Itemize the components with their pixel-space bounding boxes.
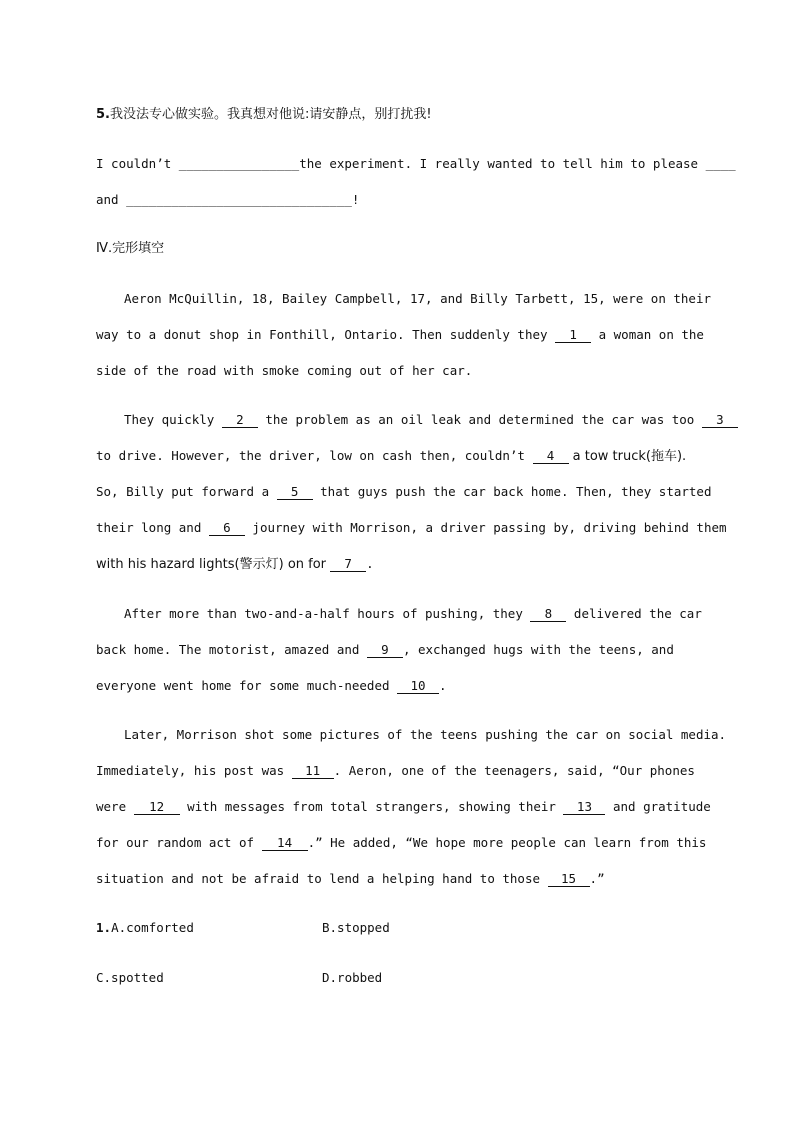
q5-english-line-1	[96, 155, 736, 173]
passage-text: were	[96, 799, 134, 814]
option-a[interactable]	[96, 919, 194, 937]
cloze-blank-11[interactable]: 11	[292, 764, 334, 779]
option-b[interactable]: B.stopped	[322, 920, 390, 935]
passage-text: a tow truck(拖车).	[568, 449, 687, 464]
passage-text: way to a donut shop in Fonthill, Ontario. Then suddenly they	[96, 327, 556, 342]
passage-text: Immediately, his post was	[96, 763, 292, 778]
q5-answer-blank-1[interactable]: ________________	[178, 156, 300, 171]
passage-text: and gratitude	[605, 799, 711, 814]
passage-line: Later, Morrison shot some pictures of the teens pushing the car on social media.	[124, 727, 727, 742]
passage-text: a woman on the	[591, 327, 704, 342]
passage-text: They quickly	[124, 412, 222, 427]
option-c[interactable]: C.spotted	[96, 970, 164, 985]
option-d[interactable]: D.robbed	[322, 970, 383, 985]
cloze-blank-8[interactable]: 8	[530, 607, 566, 622]
cloze-blank-4[interactable]: 4	[533, 449, 569, 464]
passage-text: So, Billy put forward a	[96, 484, 277, 499]
passage-line	[124, 605, 702, 623]
passage-text: their long and	[96, 520, 209, 535]
q5-chinese-line	[96, 106, 432, 124]
q5-answer-blank-2[interactable]: ____	[705, 156, 736, 171]
passage-line	[96, 483, 711, 501]
passage-text: situation and not be afraid to lend a helping hand to those	[96, 871, 548, 886]
q5-number: 5.	[96, 107, 110, 122]
cloze-blank-5[interactable]: 5	[277, 485, 313, 500]
q5-answer-blank-3[interactable]: ______________________________	[126, 192, 352, 207]
passage-text: with messages from total strangers, showing their	[179, 799, 564, 814]
passage-line	[96, 870, 605, 888]
cloze-blank-13[interactable]: 13	[563, 800, 605, 815]
passage-line	[96, 447, 686, 466]
q5-text: and	[96, 192, 127, 207]
passage-line	[96, 677, 447, 695]
passage-text: .” He added, “We hope more people can learn from this	[307, 835, 707, 850]
passage-text: After more than two-and-a-half hours of pushing, they	[124, 606, 531, 621]
cloze-blank-10[interactable]: 10	[397, 679, 439, 694]
passage-text: .	[366, 556, 374, 571]
option-a-label: A.comforted	[111, 920, 194, 935]
passage-line	[96, 798, 711, 816]
passage-text: to drive. However, the driver, low on cash then, couldn’t	[96, 448, 533, 463]
q5-text: the experiment. I really wanted to tell him to please	[299, 156, 706, 171]
q5-text: !	[351, 192, 360, 207]
question-number: 1.	[96, 920, 112, 935]
passage-line	[96, 555, 374, 574]
cloze-blank-12[interactable]: 12	[134, 800, 180, 815]
passage-text: back home. The motorist, amazed and	[96, 642, 367, 657]
passage-line: side of the road with smoke coming out of her car.	[96, 363, 473, 378]
cloze-blank-2[interactable]: 2	[222, 413, 258, 428]
q5-text: I couldn’t	[96, 156, 179, 171]
passage-line: Aeron McQuillin, 18, Bailey Campbell, 17, and Billy Tarbett, 15, were on their	[124, 291, 711, 306]
cloze-blank-9[interactable]: 9	[367, 643, 403, 658]
cloze-blank-6[interactable]: 6	[209, 521, 245, 536]
cloze-blank-7[interactable]: 7	[330, 557, 366, 572]
cloze-blank-14[interactable]: 14	[262, 836, 308, 851]
passage-text: . Aeron, one of the teenagers, said, “Our phones	[333, 763, 695, 778]
section-title: Ⅳ.完形填空	[96, 241, 165, 256]
q5-chinese-text: 我没法专心做实验。我真想对他说:请安静点，别打扰我!	[109, 107, 432, 122]
passage-text: .”	[589, 871, 605, 886]
passage-text: that guys push the car back home. Then, they started	[312, 484, 712, 499]
cloze-blank-1[interactable]: 1	[555, 328, 591, 343]
passage-line	[96, 641, 674, 659]
passage-text: with his hazard lights(警示灯) on for	[96, 557, 331, 572]
passage-line	[124, 411, 738, 429]
cloze-blank-3[interactable]: 3	[702, 413, 738, 428]
passage-text: journey with Morrison, a driver passing by, driving behind them	[244, 520, 727, 535]
passage-line	[96, 519, 727, 537]
q5-english-line-2	[96, 191, 359, 209]
passage-line	[96, 326, 704, 344]
cloze-blank-15[interactable]: 15	[548, 872, 590, 887]
passage-text: .	[439, 678, 447, 693]
passage-text: the problem as an oil leak and determined the car was too	[257, 412, 702, 427]
passage-text: , exchanged hugs with the teens, and	[402, 642, 674, 657]
passage-text: everyone went home for some much-needed	[96, 678, 398, 693]
passage-line	[96, 834, 706, 852]
passage-line	[96, 762, 695, 780]
passage-text: delivered the car	[566, 606, 702, 621]
passage-text: for our random act of	[96, 835, 262, 850]
